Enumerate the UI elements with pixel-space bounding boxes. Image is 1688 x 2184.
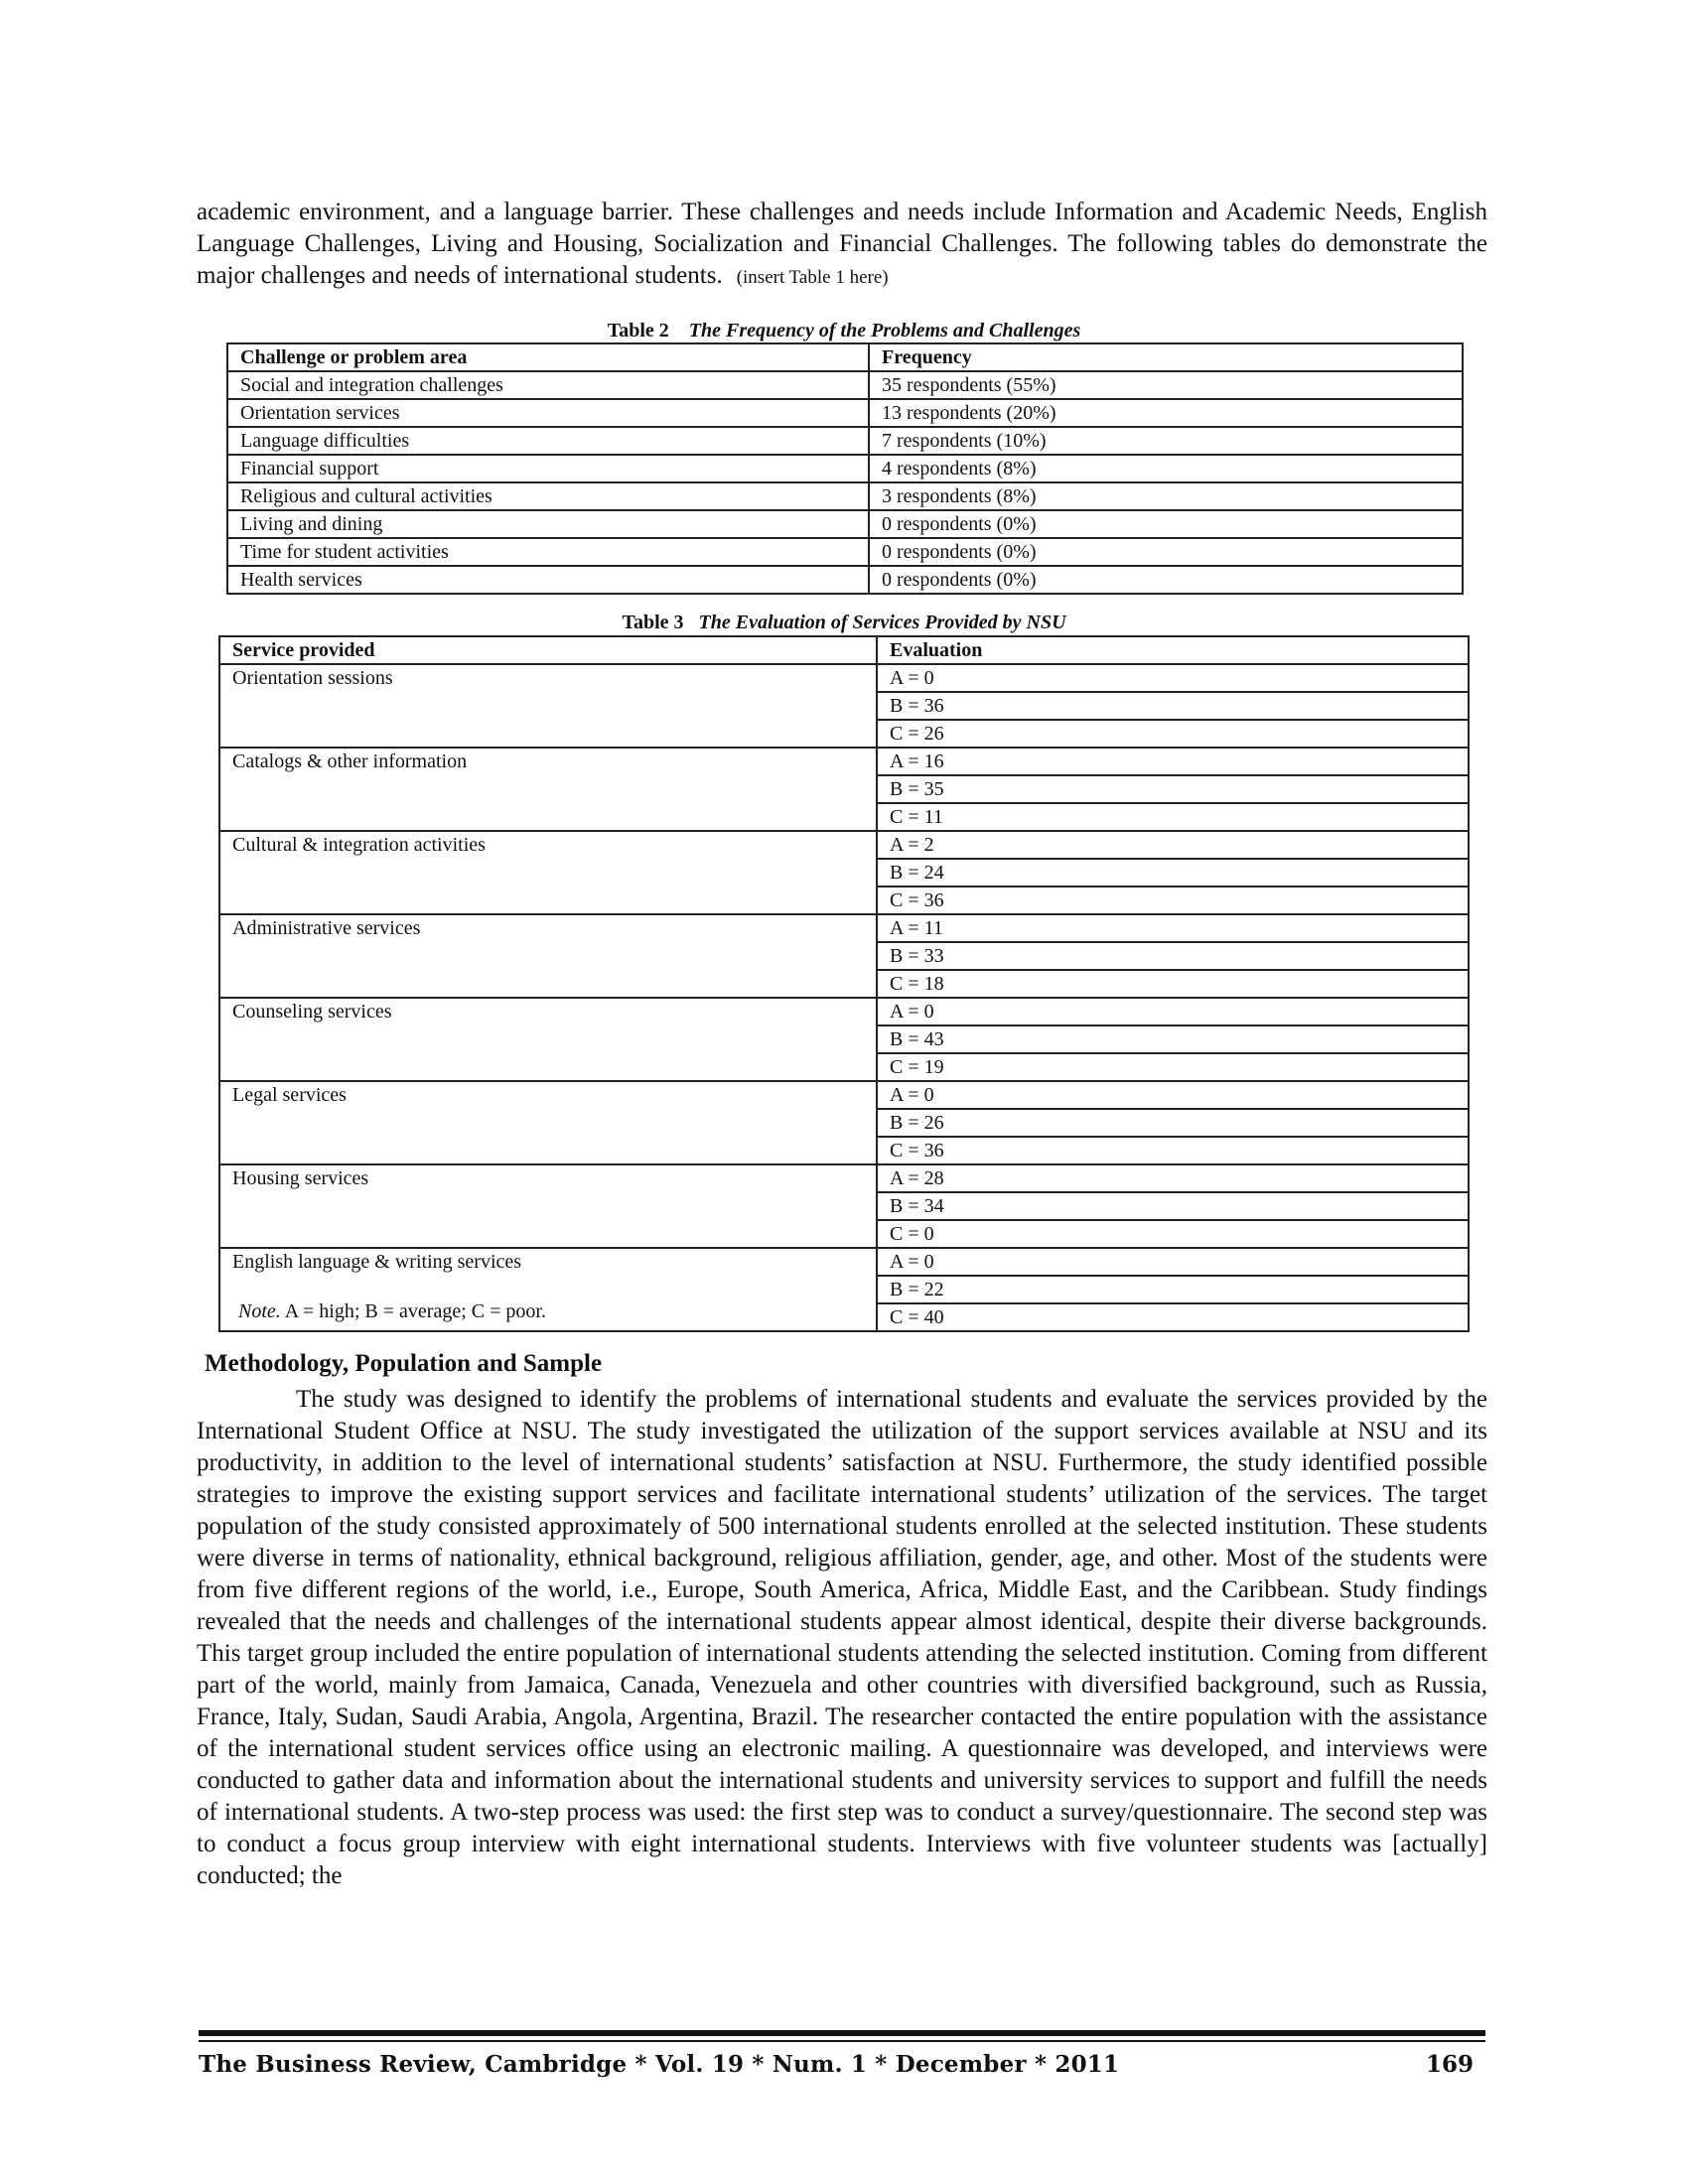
evaluation-cell: A = 28 [877,1164,1469,1192]
evaluation-table [218,635,1470,1332]
table2-label: Table 2 [607,320,669,341]
column-header: Service provided [219,636,877,664]
table-row [227,566,1463,594]
table-cell: Financial support [227,455,869,482]
note-text: A = high; B = average; C = poor. [284,1300,546,1322]
service-cell: Orientation sessions [219,664,877,748]
column-header: Frequency [869,343,1463,371]
evaluation-cell: C = 40 [877,1303,1469,1331]
evaluation-cell: C = 18 [877,970,1469,998]
table-cell: 0 respondents (0%) [869,510,1463,538]
methodology-paragraph: The study was designed to identify the problems of international students and evaluate the services provided by the International Student Office at NSU. The study investigated the utilization of the support services available at NSU and its productivity, in addition to the level of international students’ satisfaction at NSU. Furthermore, the study identified possible strategies to improve the existing support services and facilitate international students’ utilization of the services. The target population of the study consisted approximately of 500 international students enrolled at the selected institution. These students were diverse in terms of nationality, ethnical background, religious affiliation, gender, age, and other. Most of the students were from five different regions of the world, i.e., Europe, South America, Africa, Middle East, and the Caribbean. Study findings revealed that the needs and challenges of the international students appear almost identical, despite their diverse backgrounds. This target group included the entire population of international students attending the selected institution. Coming from different part of the world, mainly from Jamaica, Canada, Venezuela and other countries with diversified background, such as Russia, France, Italy, Sudan, Saudi Arabia, Angola, Argentina, Brazil. The researcher contacted the entire population with the assistance of the international student services office using an electronic mailing. A questionnaire was developed, and interviews were conducted to gather data and information about the international students and university services to support and fulfill the needs of international students. A two-step process was used: the first step was to conduct a survey/questionnaire. The second step was to conduct a focus group interview with eight international students. Interviews with five volunteer students was [actually] conducted; the [197,1386,1487,1889]
evaluation-cell: B = 33 [877,942,1469,970]
table-row [227,538,1463,566]
table-cell: Language difficulties [227,427,869,455]
evaluation-cell: B = 35 [877,775,1469,803]
evaluation-cell: C = 26 [877,720,1469,748]
footer-rule [199,2030,1485,2036]
evaluation-cell: A = 0 [877,664,1469,692]
service-cell: Cultural & integration activities [219,831,877,914]
table2-caption [0,320,1688,342]
table-row [227,427,1463,455]
table-cell: Orientation services [227,399,869,427]
table-cell: Time for student activities [227,538,869,566]
intro-paragraph [197,197,1487,294]
table-row [219,914,1469,942]
table-note [238,1300,546,1323]
evaluation-cell: A = 0 [877,998,1469,1025]
table-cell: 35 respondents (55%) [869,371,1463,399]
service-cell: Counseling services [219,998,877,1081]
evaluation-cell: B = 36 [877,692,1469,720]
table-row [219,748,1469,775]
table-cell: 4 respondents (8%) [869,455,1463,482]
table-cell: 0 respondents (0%) [869,566,1463,594]
table-row [219,1164,1469,1192]
evaluation-cell: A = 0 [877,1081,1469,1109]
table-cell: 13 respondents (20%) [869,399,1463,427]
evaluation-cell: B = 43 [877,1025,1469,1053]
service-cell: Legal services [219,1081,877,1164]
table-row [227,510,1463,538]
table-cell: 7 respondents (10%) [869,427,1463,455]
table-row [227,455,1463,482]
table2-title: The Frequency of the Problems and Challenges [688,320,1081,341]
evaluation-cell: B = 26 [877,1109,1469,1137]
evaluation-cell: B = 22 [877,1276,1469,1303]
page-number: 169 [1426,2051,1475,2078]
table-cell: Religious and cultural activities [227,482,869,510]
table3-caption [0,612,1688,634]
evaluation-cell: C = 36 [877,887,1469,914]
evaluation-cell: A = 11 [877,914,1469,942]
note-label: Note. [238,1300,281,1322]
footer-rule-thin [199,2040,1485,2042]
table-row [227,371,1463,399]
evaluation-cell: C = 0 [877,1220,1469,1248]
table-row [219,1248,1469,1276]
intro-text: academic environment, and a language barrier. These challenges and needs include Information and Academic Needs, English Language Challenges, Living and Housing, Socialization and Financial Challenges. The following tables do demonstrate the major challenges and needs of international students. [197,199,1487,289]
table3-title: The Evaluation of Services Provided by NSU [698,612,1066,633]
table3-label: Table 3 [622,612,684,633]
evaluation-cell: A = 2 [877,831,1469,859]
table-row [219,831,1469,859]
service-cell: English language & writing services [219,1248,877,1331]
column-header: Challenge or problem area [227,343,869,371]
table-cell: 0 respondents (0%) [869,538,1463,566]
evaluation-cell: C = 19 [877,1053,1469,1081]
table-row [227,399,1463,427]
table-cell: Social and integration challenges [227,371,869,399]
evaluation-cell: A = 16 [877,748,1469,775]
table-cell: Living and dining [227,510,869,538]
service-cell: Catalogs & other information [219,748,877,831]
column-header: Evaluation [877,636,1469,664]
table-row [219,664,1469,692]
section-heading: Methodology, Population and Sample [205,1350,603,1377]
table-row [219,1081,1469,1109]
service-cell: Housing services [219,1164,877,1248]
evaluation-cell: C = 11 [877,803,1469,831]
service-cell: Administrative services [219,914,877,998]
table-cell: Health services [227,566,869,594]
evaluation-cell: C = 36 [877,1137,1469,1164]
table-row [219,998,1469,1025]
evaluation-cell: B = 34 [877,1192,1469,1220]
footer-journal-title: The Business Review, Cambridge * Vol. 19 * Num. 1 * December * 2011 [199,2051,1120,2078]
table-header-row [219,636,1469,664]
evaluation-cell: A = 0 [877,1248,1469,1276]
table-header-row [227,343,1463,371]
insert-table-note: (insert Table 1 here) [736,267,889,288]
table-cell: 3 respondents (8%) [869,482,1463,510]
frequency-table [226,342,1464,595]
evaluation-cell: B = 24 [877,859,1469,887]
table-row [227,482,1463,510]
